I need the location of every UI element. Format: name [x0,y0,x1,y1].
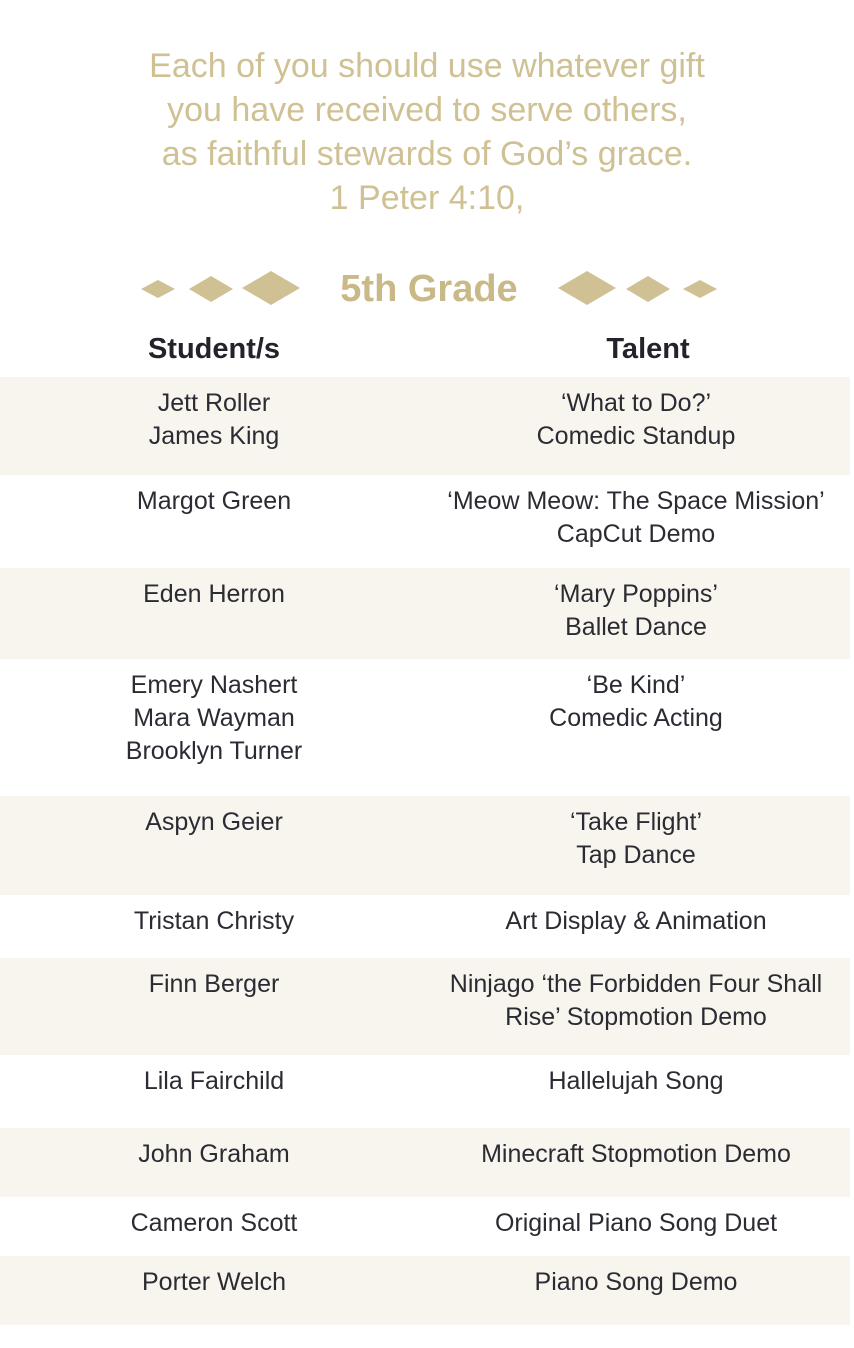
table-row [0,377,850,475]
talent-cell [424,1138,848,1171]
talent-text: Art Display & Animation [505,907,767,935]
student-cell [0,1065,428,1098]
student-name: Emery Nashert [130,671,298,699]
verse-line: you have received to serve others, [167,91,687,129]
table-row [0,1197,850,1256]
student-cell [0,1207,428,1240]
talent-text: Comedic Standup [536,422,736,450]
student-cell [0,669,428,768]
diamond-icon [558,271,616,305]
grade-title: 5th Grade [340,268,518,310]
talent-text: Hallelujah Song [548,1067,724,1095]
talent-text: Tap Dance [576,841,696,869]
table-row [0,659,850,796]
talent-text: ‘What to Do?’ [560,389,712,417]
table-header [0,326,854,372]
student-cell [0,1266,428,1299]
verse-reference: 1 Peter 4:10, [329,179,525,217]
talent-cell [424,1207,848,1240]
talent-cell [424,387,848,453]
diamond-icon [141,280,175,298]
verse-line: as faithful stewards of God’s grace. [161,135,693,173]
diamond-icon [626,276,670,302]
diamond-icon [189,276,233,302]
student-name: Jett Roller [157,389,271,417]
table-row [0,958,850,1055]
talent-text: ‘Meow Meow: The Space Mission’ [447,487,825,515]
table-row [0,1256,850,1325]
talent-cell [424,806,848,872]
student-name: Lila Fairchild [143,1067,285,1095]
table-row [0,1128,850,1197]
talent-text: CapCut Demo [556,520,716,548]
student-name: Mara Wayman [133,704,295,732]
student-name: Brooklyn Turner [125,737,303,765]
student-cell [0,905,428,938]
scripture-verse [0,44,854,220]
talent-text: Piano Song Demo [534,1268,738,1296]
talent-text: Ninjago ‘the Forbidden Four Shall [449,970,823,998]
verse-line: Each of you should use whatever gift [149,47,705,85]
student-name: Finn Berger [148,970,280,998]
table-row [0,1055,850,1128]
student-cell [0,578,428,611]
column-header-student: Student/s [147,333,281,365]
talent-text: Comedic Acting [549,704,723,732]
student-name: Eden Herron [143,580,285,608]
diamond-icon [242,271,300,305]
table-row [0,568,850,659]
talent-cell [424,905,848,938]
column-header-talent: Talent [606,333,690,365]
student-name: Aspyn Geier [145,808,283,836]
talent-text: ‘Take Flight’ [570,808,702,836]
student-cell [0,1138,428,1171]
talent-cell [424,485,848,551]
talent-text: Ballet Dance [565,613,707,641]
talent-cell [424,1266,848,1299]
talent-text: Original Piano Song Duet [494,1209,778,1237]
student-name: Margot Green [136,487,292,515]
talent-text: ‘Be Kind’ [586,671,686,699]
student-name: John Graham [138,1140,290,1168]
talent-cell [424,968,848,1034]
student-name: Tristan Christy [133,907,295,935]
talent-cell [424,1065,848,1098]
talent-text: Minecraft Stopmotion Demo [481,1140,791,1168]
student-cell [0,806,428,839]
talent-text: ‘Mary Poppins’ [554,580,718,608]
talent-cell [424,669,848,735]
student-name: James King [148,422,280,450]
talent-text: Rise’ Stopmotion Demo [505,1003,767,1031]
talent-table [0,377,850,1325]
student-cell [0,387,428,453]
table-row [0,796,850,895]
student-cell [0,968,428,1001]
table-row [0,475,850,568]
student-name: Cameron Scott [130,1209,298,1237]
student-name: Porter Welch [141,1268,287,1296]
table-row [0,895,850,958]
talent-cell [424,578,848,644]
grade-heading [0,262,854,316]
student-cell [0,485,428,518]
diamond-icon [683,280,717,298]
